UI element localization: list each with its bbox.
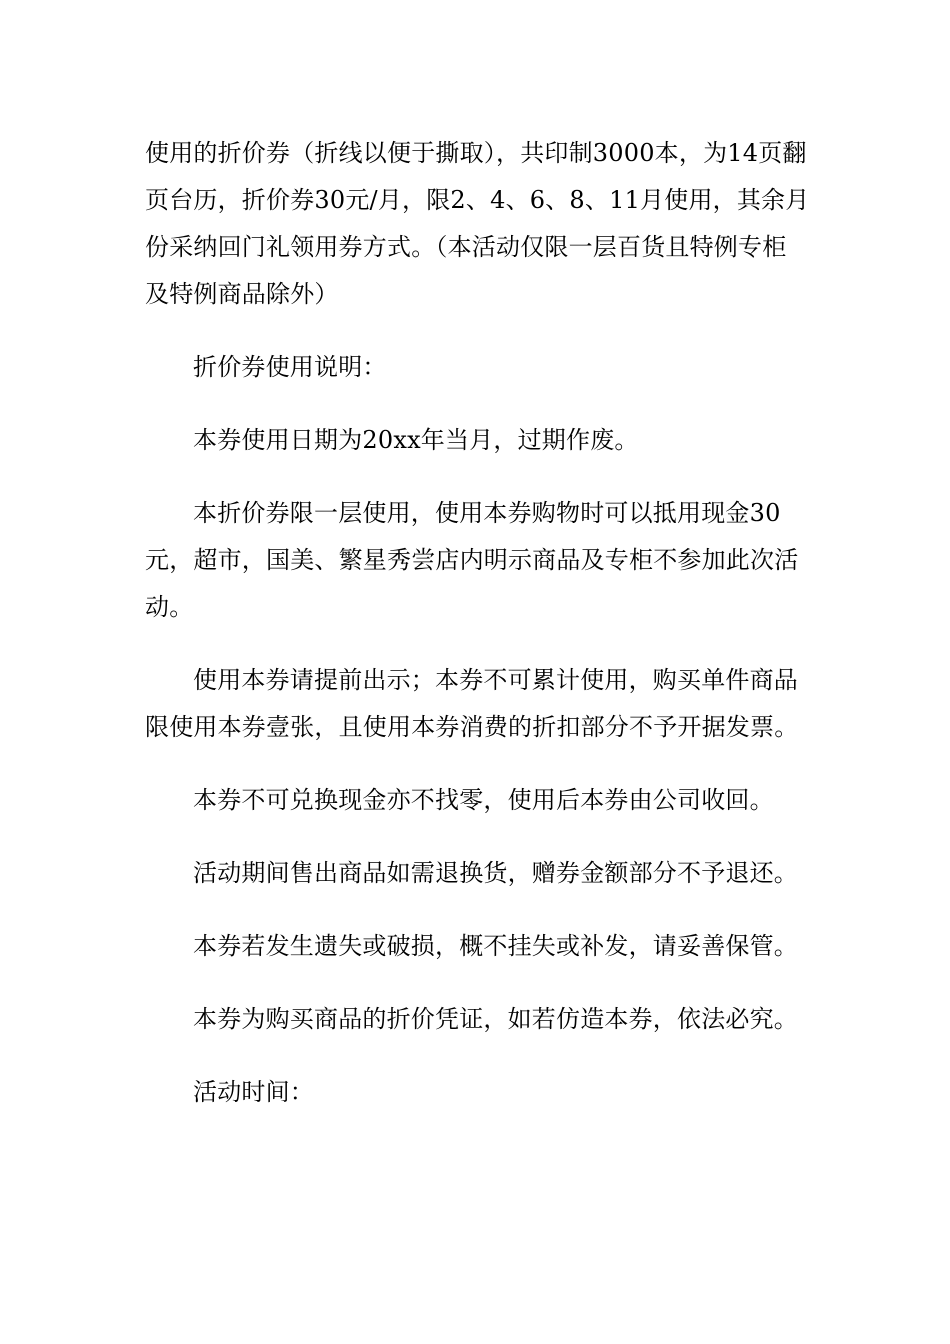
paragraph-activity-time-heading: 活动时间：: [193, 1078, 314, 1106]
paragraph-rule-forgery: 本券为购买商品的折价凭证，如若仿造本券，依法必究。: [193, 1005, 798, 1033]
paragraph-rule-loss: 本券若发生遗失或破损，概不挂失或补发，请妥善保管。: [193, 932, 798, 960]
paragraph-intro-continuation: 使用的折价券（折线以便于撕取），共印制3000本，为14页翻页台历，折价券30元/月，限2、4、6、8、11月使用，其余月份采纳回门礼领用券方式。（本活动仅限一层百货且特例专柜及特例商品除外）: [145, 139, 810, 308]
paragraph-usage-heading: 折价券使用说明：: [193, 353, 387, 381]
document-body: [145, 130, 810, 1142]
paragraph-rule-cash: 本券不可兑换现金亦不找零，使用后本券由公司收回。: [193, 786, 774, 814]
paragraph-rule-validity: 本券使用日期为20xx年当月，过期作废。: [193, 426, 639, 454]
paragraph-rule-scope: 本折价券限一层使用，使用本券购物时可以抵用现金30元，超市，国美、繁星秀尝店内明示商品及专柜不参加此次活动。: [145, 499, 799, 621]
paragraph-rule-returns: 活动期间售出商品如需退换货，赠券金额部分不予退还。: [193, 859, 798, 887]
paragraph-rule-present: 使用本券请提前出示；本券不可累计使用，购买单件商品限使用本券壹张，且使用本券消费的折扣部分不予开据发票。: [145, 666, 799, 741]
